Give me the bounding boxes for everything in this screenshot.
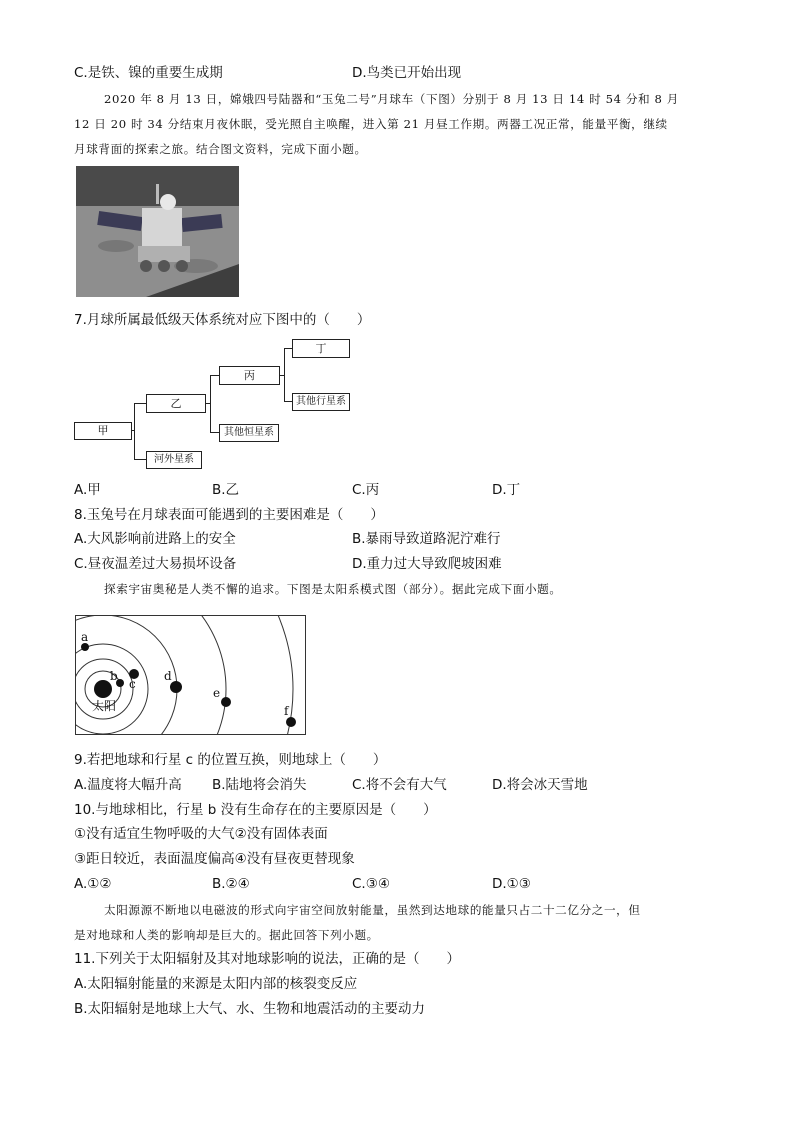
planet-label-b: b <box>110 669 118 683</box>
node-other-stars: 其他恒星系 <box>219 424 279 442</box>
option-d-prev: D.鸟类已开始出现 <box>352 65 462 81</box>
q9-option-d: D.将会冰天雪地 <box>492 777 588 793</box>
q7-option-a: A.甲 <box>74 482 101 498</box>
q11-option-b: B.太阳辐射是地球上大气、水、生物和地震活动的主要动力 <box>74 1001 426 1017</box>
q8-option-b: B.暴雨导致道路泥泞难行 <box>352 531 501 547</box>
node-outer-galaxies: 河外星系 <box>146 451 202 469</box>
planet-label-a: a <box>81 630 89 644</box>
q11-option-a: A.太阳辐射能量的来源是太阳内部的核裂变反应 <box>74 976 358 992</box>
q7-option-c: C.丙 <box>352 482 380 498</box>
option-c-prev: C.是铁、镍的重要生成期 <box>74 65 223 81</box>
planet-label-f: f <box>284 704 289 718</box>
q8-stem: 8.玉兔号在月球表面可能遇到的主要困难是（ ） <box>74 507 384 523</box>
q8-option-a: A.大风影响前进路上的安全 <box>74 531 236 547</box>
q7-stem: 7.月球所属最低级天体系统对应下图中的（ ） <box>74 312 371 328</box>
q8-option-d: D.重力过大导致爬坡困难 <box>352 556 502 572</box>
q10-stem: 10.与地球相比，行星 b 没有生命存在的主要原因是（ ） <box>74 802 437 818</box>
node-yi: 乙 <box>146 394 206 413</box>
node-bing: 丙 <box>219 366 280 385</box>
q7-option-b: B.乙 <box>212 482 240 498</box>
rover-photo <box>76 166 239 297</box>
passage1-line3: 月球背面的探索之旅。结合图文资料，完成下面小题。 <box>74 142 367 156</box>
q9-stem: 9.若把地球和行星 c 的位置互换，则地球上（ ） <box>74 752 387 768</box>
q10-option-a: A.①② <box>74 876 112 892</box>
q8-option-c: C.昼夜温差过大易损坏设备 <box>74 556 237 572</box>
q11-stem: 11.下列关于太阳辐射及其对地球影响的说法，正确的是（ ） <box>74 951 460 967</box>
q10-option-d: D.①③ <box>492 876 531 892</box>
node-ding: 丁 <box>292 339 350 358</box>
q9-option-c: C.将不会有大气 <box>352 777 447 793</box>
solar-system-diagram <box>75 615 306 735</box>
node-other-planets: 其他行星系 <box>292 393 350 411</box>
passage3-line1: 太阳源源不断地以电磁波的形式向宇宙空间放射能量，虽然到达地球的能量只占二十二亿分之一，但 <box>104 903 641 917</box>
q7-option-d: D.丁 <box>492 482 521 498</box>
planet-label-d: d <box>164 669 172 683</box>
sun-label: 太阳 <box>92 699 117 713</box>
q10-line2: ③距日较近，表面温度偏高④没有昼夜更替现象 <box>74 851 355 867</box>
passage1-line1: 2020 年 8 月 13 日，嫦娥四号陆器和“玉兔二号”月球车（下图）分别于 8 月 13 日 14 时 54 分和 8 月 <box>104 92 679 106</box>
planet-label-e: e <box>213 686 221 700</box>
passage2: 探索宇宙奥秘是人类不懈的追求。下图是太阳系模式图（部分）。据此完成下面小题。 <box>104 582 562 596</box>
q10-option-b: B.②④ <box>212 876 250 892</box>
q10-line1: ①没有适宜生物呼吸的大气②没有固体表面 <box>74 826 328 842</box>
passage1-line2: 12 日 20 时 34 分结束月夜休眠，受光照自主唤醒，进入第 21 月昼工作期。两器工况正常，能量平衡，继续 <box>74 117 668 131</box>
q9-option-a: A.温度将大幅升高 <box>74 777 182 793</box>
passage3-line2: 是对地球和人类的影响却是巨大的。据此回答下列小题。 <box>74 928 379 942</box>
q9-option-b: B.陆地将会消失 <box>212 777 307 793</box>
node-jia: 甲 <box>74 422 132 440</box>
planet-label-c: c <box>129 677 136 691</box>
q10-option-c: C.③④ <box>352 876 390 892</box>
